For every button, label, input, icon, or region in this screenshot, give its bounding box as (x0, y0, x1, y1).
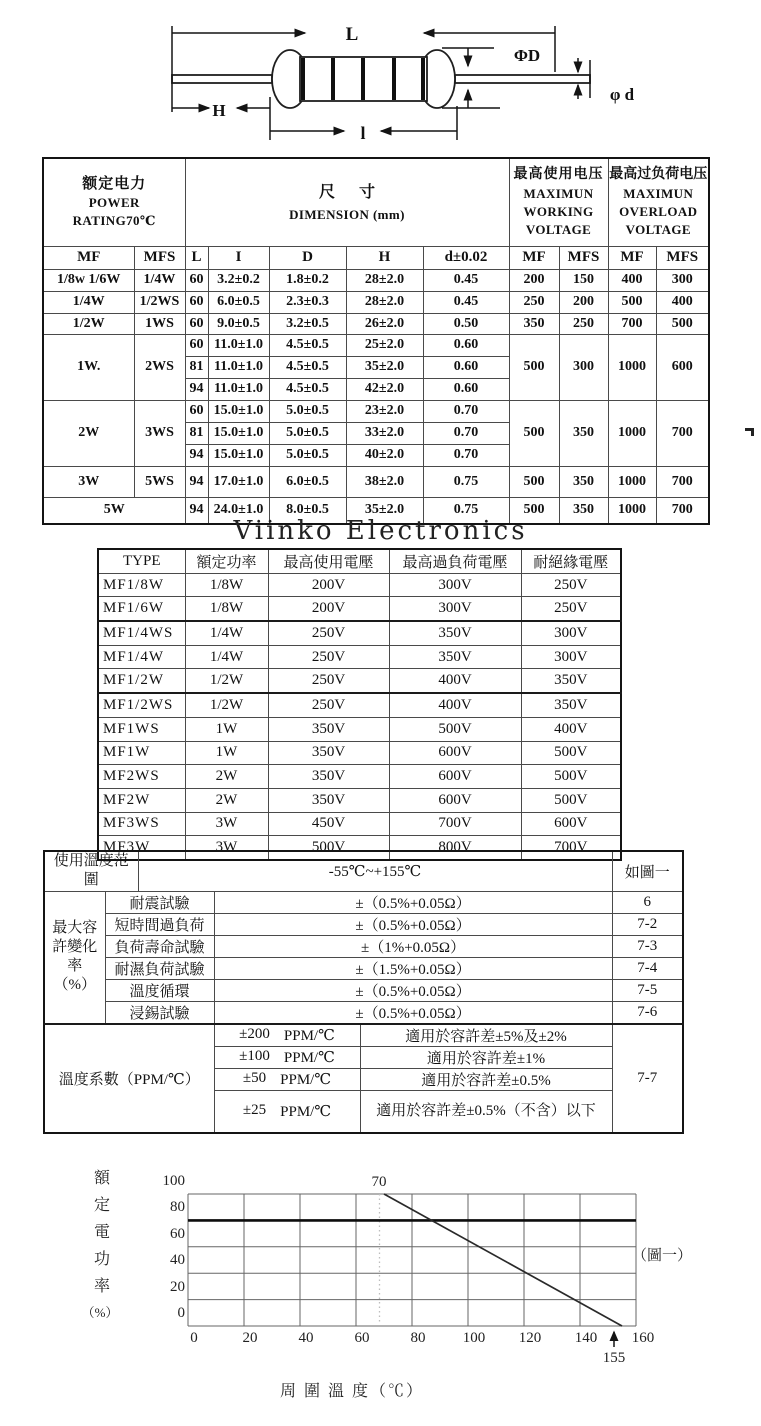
table-row (44, 851, 683, 891)
table-row: 浸錫試驗 ±（0.5%+0.05Ω） 7-6 (44, 1001, 683, 1024)
header-dimension (185, 158, 509, 246)
svg-text:140: 140 (574, 1330, 598, 1346)
max-change-group-label: 最大容 許變化 率 （%） (44, 891, 105, 1024)
derating-line (384, 1194, 622, 1326)
spec-table (43, 850, 684, 1134)
derating-chart (0, 1150, 761, 1426)
annotation-70: 70 (371, 1174, 387, 1190)
table-row: MF1/4W 1/4W 250V 350V 300V (98, 645, 621, 669)
y-axis-title (82, 1169, 119, 1320)
table-row: 3W 5WS 94 17.0±1.0 6.0±0.5 38±2.0 0.75 500 350 1000 700 (43, 466, 709, 497)
dim-label-H: H (212, 101, 226, 120)
dim-label-l: l (360, 123, 366, 143)
svg-text:定: 定 (93, 1197, 111, 1214)
table-row: MF2WS 2W 350V 600V 500V (98, 765, 621, 789)
svg-text:80: 80 (410, 1330, 426, 1346)
table-row: MF1/6W 1/8W 200V 300V 250V (98, 597, 621, 621)
table-row: 溫度循環 ±（0.5%+0.05Ω） 7-5 (44, 979, 683, 1001)
table-row: 94 11.0±1.0 4.5±0.5 42±2.0 0.60 (43, 378, 709, 400)
table-header-row (43, 158, 709, 246)
header-power-en2: RATING70℃ (72, 213, 156, 229)
dim-label-phi-D: ΦD (513, 46, 541, 65)
svg-text:0: 0 (177, 1305, 185, 1321)
header-dimension-en: DIMENSION (mm) (289, 207, 405, 223)
svg-text:20: 20 (242, 1330, 258, 1346)
header-power-en1: POWER (88, 195, 140, 211)
chart-grid (188, 1194, 636, 1326)
y-axis-ticks (163, 1173, 186, 1321)
col-header-max-working: 最高使用電壓 (268, 549, 389, 573)
temp-range-label: 使用溫度范圍 (44, 851, 138, 891)
resistor-dimension-diagram (0, 0, 761, 155)
svg-text:60: 60 (354, 1330, 370, 1346)
svg-text:20: 20 (170, 1279, 185, 1295)
temp-range-ref: 如圖一 (612, 851, 683, 891)
table-row: 最大容 許變化 率 （%） 耐震試驗 ±（0.5%+0.05Ω） 6 (44, 891, 683, 913)
svg-text:率: 率 (93, 1278, 111, 1295)
table-header-row (98, 549, 621, 573)
table-row: 1/2W 1WS 60 9.0±0.5 3.2±0.5 26±2.0 0.50 350 250 700 500 (43, 313, 709, 334)
table-row: 1/4W 1/2WS 60 6.0±0.5 2.3±0.3 28±2.0 0.45 250 200 500 400 (43, 291, 709, 313)
annotation-155: 155 (602, 1350, 626, 1366)
svg-text:0: 0 (190, 1330, 198, 1346)
table-row: ±100 PPM/℃ 適用於容許差±1% (44, 1046, 683, 1068)
col-header-type: TYPE (98, 549, 185, 573)
tempco-ref: 7-7 (612, 1024, 683, 1134)
dim-label-L: L (345, 24, 359, 45)
svg-text:電: 電 (93, 1224, 111, 1241)
table-row: MF1W 1W 350V 600V 500V (98, 741, 621, 765)
table-row: 耐濕負荷試驗 ±（1.5%+0.05Ω） 7-4 (44, 957, 683, 979)
table-row: 負荷壽命試驗 ±（1%+0.05Ω） 7-3 (44, 935, 683, 957)
svg-text:80: 80 (170, 1199, 185, 1215)
type-voltage-table (97, 548, 622, 861)
brand-title: Viinko Electronics (233, 516, 528, 546)
svg-text:功: 功 (93, 1251, 111, 1268)
svg-text:40: 40 (298, 1330, 314, 1346)
header-power-cn: 额定电力 (82, 176, 147, 193)
header-overload-voltage: 最高过负荷电压 MAXIMUN OVERLOAD VOLTAGE (608, 158, 709, 246)
table-row: 溫度系數（PPM/℃） ±200 PPM/℃ 適用於容許差±5%及±2% 7-7 (44, 1024, 683, 1047)
svg-text:（%）: （%） (81, 1305, 119, 1320)
table-row: 短時間過負荷 ±（0.5%+0.05Ω） 7-2 (44, 913, 683, 935)
tempco-label: 溫度系數（PPM/℃） (44, 1024, 214, 1134)
temp-range-value: -55℃~+155℃ (138, 851, 612, 891)
x-axis-title: 周 圍 溫 度（℃） (279, 1383, 425, 1400)
svg-text:40: 40 (170, 1252, 185, 1268)
table-row: MF1/8W 1/8W 200V 300V 250V (98, 573, 621, 597)
svg-text:160: 160 (631, 1330, 655, 1346)
col-header-rated-power: 額定功率 (185, 549, 268, 573)
x-axis-ticks (190, 1330, 654, 1346)
table-row: MF2W 2W 350V 600V 500V (98, 788, 621, 812)
table-row: 2W 3WS 60 15.0±1.0 5.0±0.5 23±2.0 0.70 500 350 1000 700 (43, 400, 709, 422)
header-working-voltage: 最高使用电压 MAXIMUN WORKING VOLTAGE (509, 158, 608, 246)
dimension-rating-table (42, 157, 710, 525)
table-row: 5W 94 24.0±1.0 8.0±0.5 35±2.0 0.75 500 350 1000 700 (43, 497, 709, 524)
table-row: MF1/4WS 1/4W 250V 350V 300V (98, 621, 621, 645)
table-row: 1W. 2WS 60 11.0±1.0 4.5±0.5 25±2.0 0.60 500 300 1000 600 (43, 334, 709, 356)
table-row: 1/8w 1/6W 1/4W 60 3.2±0.2 1.8±0.2 28±2.0 0.45 200 150 400 300 (43, 269, 709, 291)
svg-text:100: 100 (162, 1173, 185, 1189)
figure-label: （圖一） (632, 1248, 693, 1264)
table-row: MF3WS 3W 450V 700V 600V (98, 812, 621, 836)
table-row: 94 15.0±1.0 5.0±0.5 40±2.0 0.70 (43, 444, 709, 466)
svg-text:60: 60 (170, 1226, 185, 1242)
right-lead (455, 75, 590, 83)
table-row: 81 11.0±1.0 4.5±0.5 35±2.0 0.60 (43, 356, 709, 378)
table-subheader-row: MF MFS L I D H d±0.02 MF MFS MF MFS (43, 246, 709, 269)
table-row: ±50 PPM/℃ 適用於容許差±0.5% (44, 1068, 683, 1090)
table-row: MF1/2WS 1/2W 250V 400V 350V (98, 693, 621, 717)
svg-text:額: 額 (93, 1170, 111, 1187)
header-power-rating (43, 158, 185, 246)
svg-text:100: 100 (462, 1330, 486, 1346)
table-row: 81 15.0±1.0 5.0±0.5 33±2.0 0.70 (43, 422, 709, 444)
scan-artifact-mark (745, 428, 754, 436)
dim-label-phi-d: φ d (609, 85, 635, 104)
table-row: ±25 PPM/℃ 適用於容許差±0.5%（不含）以下 (44, 1090, 683, 1133)
svg-text:120: 120 (518, 1330, 542, 1346)
col-header-max-overload: 最高過負荷電壓 (389, 549, 521, 573)
col-header-insulation: 耐絕緣電壓 (521, 549, 621, 573)
left-lead (172, 75, 272, 83)
table-row: MF3W 3W 500V 800V 700V (98, 836, 621, 860)
table-row: MF1/2W 1/2W 250V 400V 350V (98, 669, 621, 693)
header-dimension-cn: 尺 寸 (319, 184, 376, 202)
table-row: MF1WS 1W 350V 500V 400V (98, 717, 621, 741)
